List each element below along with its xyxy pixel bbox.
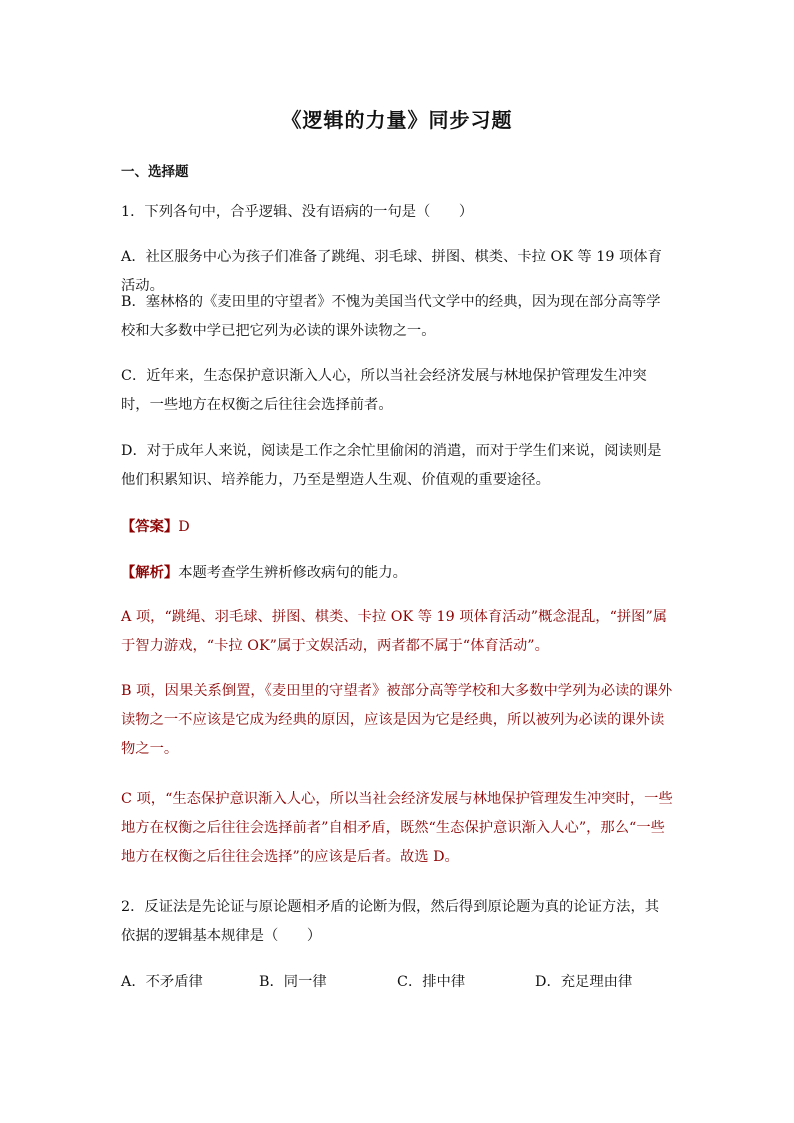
analysis-item-a: A 项，“跳绳、羽毛球、拼图、棋类、卡拉 OK 等 19 项体育活动”概念混乱，“拼图”属于智力游戏，“卡拉 OK”属于文娱活动，两者都不属于“体育活动”。 [121, 609, 668, 654]
q2-option-a: A．不矛盾律 [121, 974, 203, 990]
q1-analysis [121, 559, 673, 588]
analysis-text: 本题考查学生辨析修改病句的能力。 [178, 565, 407, 581]
q1-answer [121, 513, 673, 542]
q1-stem: 1．下列各句中，合乎逻辑、没有语病的一句是（ ） [121, 204, 474, 220]
answer-tag: 【答案】 [121, 519, 179, 535]
q2-option-d: D．充足理由律 [535, 974, 633, 990]
q2-option-b: B．同一律 [259, 974, 327, 990]
analysis-item-c: C 项，“生态保护意识渐入人心，所以当社会经济发展与林地保护管理发生冲突时，一些地方在权衡之后往往会选择前者”自相矛盾，既然“生态保护意识渐入人心”，那么“一些地方在权衡之后往往会选择”的应该是后者。故选 D。 [121, 791, 673, 865]
section-heading: 一、选择题 [121, 164, 189, 180]
q1-option-d: D．对于成年人来说，阅读是工作之余忙里偷闲的消遣，而对于学生们来说，阅读则是他们积累知识、培养能力，乃至是塑造人生观、价值观的重要途径。 [121, 443, 662, 488]
q2-option-c: C．排中律 [397, 974, 466, 990]
q1-option-b: B．塞林格的《麦田里的守望者》不愧为美国当代文学中的经典，因为现在部分高等学校和大多数中学已把它列为必读的课外读物之一。 [121, 294, 661, 339]
page-title: 《逻辑的力量》同步习题 [281, 108, 513, 132]
analysis-item-b: B 项，因果关系倒置，《麦田里的守望者》被部分高等学校和大多数中学列为必读的课外读物之一不应该是它成为经典的原因，应该是因为它是经典，所以被列为必读的课外读物之一。 [121, 683, 673, 757]
answer-value: D [178, 519, 190, 535]
q1-option-a: A．社区服务中心为孩子们准备了跳绳、羽毛球、拼图、棋类、卡拉 OK 等 19 项体育活动。 [121, 249, 662, 294]
q2-stem: 2．反证法是先论证与原论题相矛盾的论断为假，然后得到原论题为真的论证方法，其依据的逻辑基本规律是（ ） [121, 899, 660, 944]
analysis-tag: 【解析】 [121, 565, 179, 581]
q1-option-c: C．近年来，生态保护意识渐入人心，所以当社会经济发展与林地保护管理发生冲突时，一些地方在权衡之后往往会选择前者。 [121, 368, 647, 413]
